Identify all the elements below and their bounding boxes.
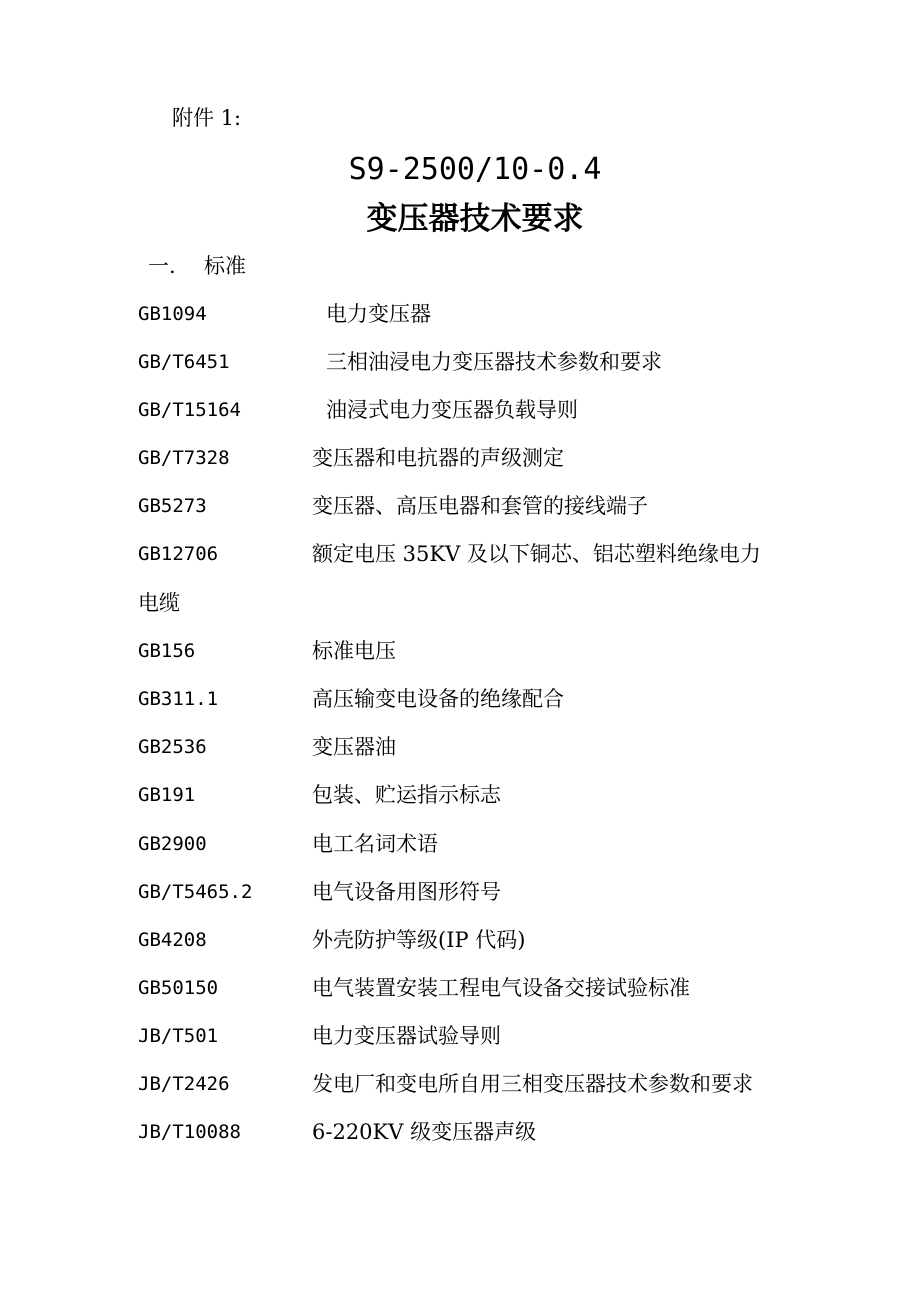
- standard-title: 变压器、高压电器和套管的接线端子: [312, 494, 648, 518]
- standard-row: [138, 1070, 818, 1098]
- standard-title-continuation: 电缆: [138, 591, 180, 615]
- standard-code: GB12706: [138, 543, 219, 565]
- standard-title: 三相油浸电力变压器技术参数和要求: [326, 350, 662, 374]
- standard-row: [138, 733, 818, 761]
- standard-title: 变压器油: [312, 735, 396, 759]
- standard-row: [138, 444, 818, 472]
- standard-row: [138, 926, 818, 954]
- standard-code: GB/T6451: [138, 351, 230, 373]
- standard-title: 标准电压: [312, 639, 396, 663]
- standard-title: 油浸式电力变压器负载导则: [326, 398, 578, 422]
- standard-title: 外壳防护等级(IP 代码): [312, 928, 526, 952]
- standard-row: [138, 878, 818, 906]
- standard-title: 6-220KV 级变压器声级: [312, 1120, 537, 1144]
- standard-title: 电气装置安装工程电气设备交接试验标准: [312, 976, 690, 1000]
- standard-code: GB/T7328: [138, 447, 230, 469]
- standard-row: [138, 348, 818, 376]
- standard-code: GB5273: [138, 495, 207, 517]
- attachment-label: 附件 1:: [172, 106, 242, 130]
- standard-row: [138, 300, 818, 328]
- standard-row: [138, 637, 818, 665]
- standard-row: [138, 396, 818, 424]
- standard-code: GB311.1: [138, 688, 219, 710]
- standard-title: 电力变压器: [326, 302, 431, 326]
- standard-code: GB191: [138, 784, 196, 806]
- standard-title: 额定电压 35KV 及以下铜芯、铝芯塑料绝缘电力: [312, 542, 761, 566]
- standard-title: 电工名词术语: [312, 832, 438, 856]
- standard-title: 电气设备用图形符号: [312, 880, 501, 904]
- standard-row: [138, 1118, 818, 1146]
- standard-row: [138, 540, 818, 568]
- standard-row: [138, 1022, 818, 1050]
- standard-title: 包装、贮运指示标志: [312, 783, 501, 807]
- standard-code: GB/T5465.2: [138, 881, 253, 903]
- standard-code: GB2900: [138, 833, 207, 855]
- section-heading-text: 标准: [204, 254, 246, 278]
- standard-title: 变压器和电抗器的声级测定: [312, 446, 564, 470]
- standard-code: JB/T501: [138, 1025, 219, 1047]
- standard-row: [138, 492, 818, 520]
- standard-title: 电力变压器试验导则: [312, 1024, 501, 1048]
- document-model-title: S9-2500/10-0.4: [348, 152, 602, 187]
- section-number: 一.: [148, 254, 176, 278]
- standard-row: [138, 781, 818, 809]
- standard-title: 发电厂和变电所自用三相变压器技术参数和要求: [312, 1072, 753, 1096]
- standard-code: JB/T2426: [138, 1073, 230, 1095]
- standard-code: GB1094: [138, 303, 207, 325]
- standard-row: [138, 830, 818, 858]
- standard-row: [138, 685, 818, 713]
- standard-code: GB4208: [138, 929, 207, 951]
- standard-code: GB2536: [138, 736, 207, 758]
- standard-title: 高压输变电设备的绝缘配合: [312, 687, 564, 711]
- standard-code: GB/T15164: [138, 399, 241, 421]
- standard-code: JB/T10088: [138, 1121, 241, 1143]
- standard-code: GB156: [138, 640, 196, 662]
- standard-row: [138, 974, 818, 1002]
- document-main-title: 变压器技术要求: [366, 201, 584, 237]
- standard-code: GB50150: [138, 977, 219, 999]
